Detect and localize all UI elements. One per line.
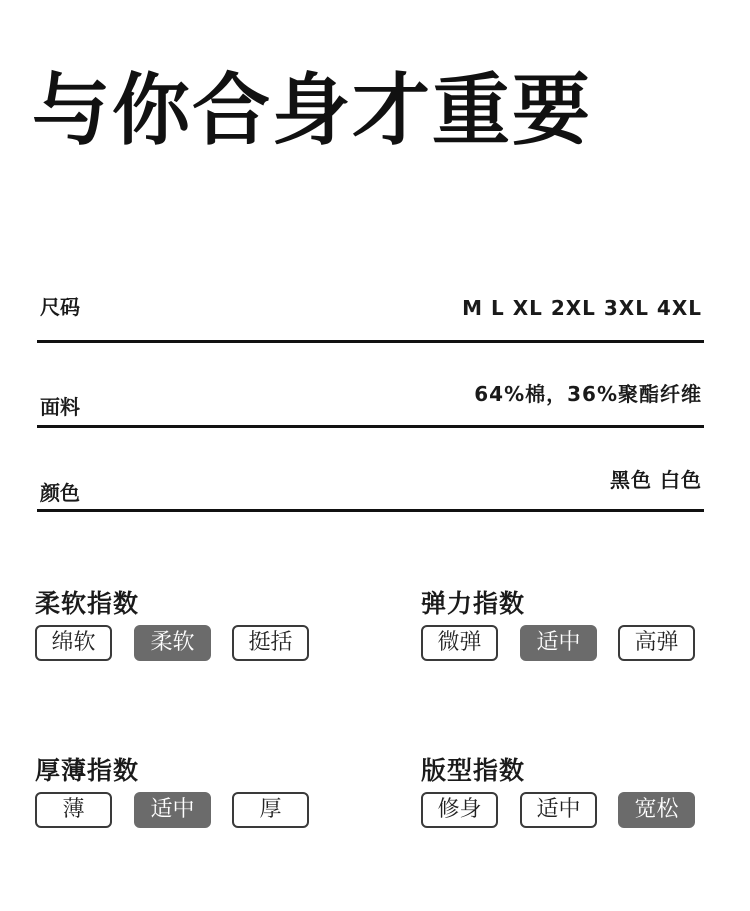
softness-option-2[interactable]: 柔软	[134, 625, 211, 661]
elasticity-option-2[interactable]: 适中	[520, 625, 597, 661]
thickness-option-2[interactable]: 适中	[134, 792, 211, 828]
thickness-index-title: 厚薄指数	[35, 756, 140, 785]
thickness-option-1[interactable]: 薄	[35, 792, 112, 828]
spec-value-size: M L XL 2XL 3XL 4XL	[462, 296, 702, 320]
fit-index	[421, 751, 711, 841]
elasticity-index	[421, 584, 711, 674]
softness-option-1[interactable]: 绵软	[35, 625, 112, 661]
spec-row-fabric	[37, 378, 704, 422]
fit-option-3[interactable]: 宽松	[618, 792, 695, 828]
elasticity-index-title: 弹力指数	[421, 589, 526, 618]
spec-divider-2	[37, 425, 704, 428]
spec-label-fabric: 面料	[40, 395, 80, 419]
spec-divider-1	[37, 340, 704, 343]
spec-value-color: 黑色 白色	[610, 468, 702, 492]
elasticity-option-1[interactable]: 微弹	[421, 625, 498, 661]
softness-index-title: 柔软指数	[35, 589, 140, 618]
thickness-option-3[interactable]: 厚	[232, 792, 309, 828]
softness-index	[35, 584, 325, 674]
elasticity-option-3[interactable]: 高弹	[618, 625, 695, 661]
spec-label-size: 尺码	[40, 295, 80, 319]
softness-option-3[interactable]: 挺括	[232, 625, 309, 661]
spec-row-color	[37, 464, 704, 508]
page-headline: 与你合身才重要	[32, 66, 593, 156]
spec-row-size	[37, 296, 704, 340]
fit-index-title: 版型指数	[421, 756, 526, 785]
thickness-index	[35, 751, 325, 841]
spec-value-fabric: 64%棉，36%聚酯纤维	[474, 382, 702, 406]
fit-option-1[interactable]: 修身	[421, 792, 498, 828]
spec-label-color: 颜色	[40, 481, 80, 505]
fit-option-2[interactable]: 适中	[520, 792, 597, 828]
spec-divider-3	[37, 509, 704, 512]
